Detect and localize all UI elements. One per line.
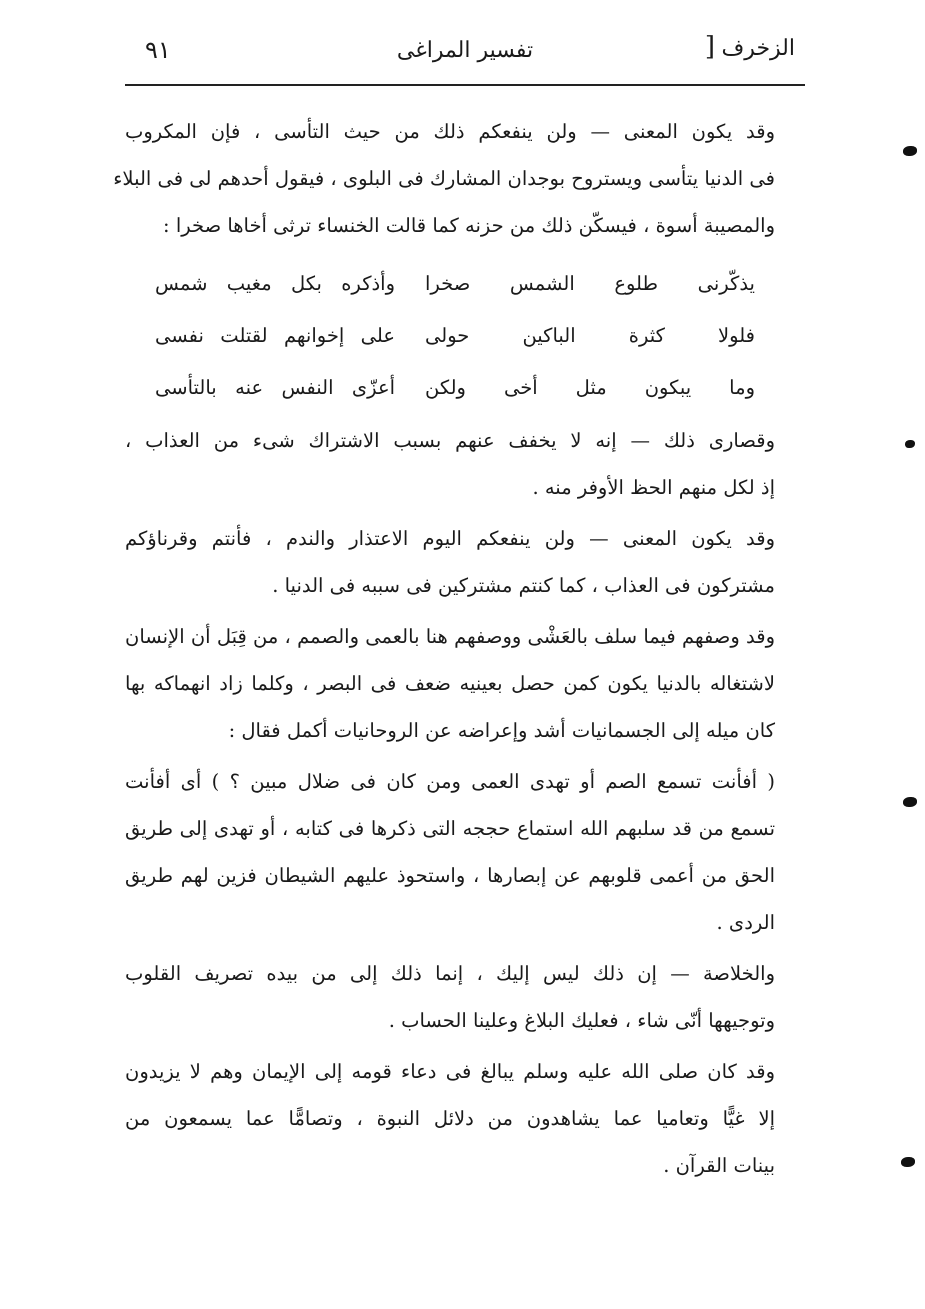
- paragraph: [113, 108, 805, 249]
- text-line: وقصارى ذلك — إنه لا يخفف عنهم بسبب الاشتراك شىء من العذاب ،: [125, 429, 775, 452]
- text-line: كان ميله إلى الجسمانيات أشد وإعراضه عن الروحانيات أكمل فقال :: [228, 719, 775, 742]
- verse-second-hemistich: على إخوانهم لقتلت نفسى: [155, 323, 395, 347]
- text-line: الردى .: [716, 911, 775, 934]
- margin-ink-mark: [905, 440, 915, 448]
- text-line: والمصيبة أسوة ، فيسكّن ذلك من حزنه كما قالت الخنساء ترثى أخاها صخرا :: [163, 214, 775, 237]
- text-line: تسمع من قد سلبهم الله استماع حججه التى ذكرها فى كتابه ، أو تهدى إلى طريق: [125, 817, 775, 840]
- paragraph: [125, 758, 805, 946]
- verse-line: [125, 361, 805, 413]
- margin-ink-mark: [901, 1157, 915, 1167]
- verse-second-hemistich: وأذكره بكل مغيب شمس: [155, 271, 395, 295]
- body-text: [113, 108, 805, 1193]
- verse-first-hemistich: يذكّرنى طلوع الشمس صخرا: [425, 271, 755, 295]
- margin-ink-mark: [903, 146, 917, 156]
- text-line: بينات القرآن .: [663, 1154, 775, 1177]
- text-line: مشتركون فى العذاب ، كما كنتم مشتركين فى سببه فى الدنيا .: [272, 574, 775, 597]
- text-line: وقد يكون المعنى — ولن ينفعكم ذلك من حيث التأسى ، فإن المكروب: [125, 120, 775, 143]
- paragraph: [125, 417, 805, 511]
- surah-name: الزخرف: [721, 36, 795, 61]
- verse-first-hemistich: فلولا كثرة الباكين حولى: [425, 323, 755, 347]
- paragraph: [125, 613, 805, 754]
- text-line: ( أفأنت تسمع الصم أو تهدى العمى ومن كان فى ضلال مبين ؟ ) أى أفأنت: [125, 770, 775, 793]
- verse-line: [125, 309, 805, 361]
- page-number: ٩١: [145, 36, 171, 64]
- book-title: تفسير المراغى: [396, 38, 534, 63]
- verse-line: [125, 257, 805, 309]
- text-line: وقد وصفهم فيما سلف بالعَشْى ووصفهم هنا بالعمى والصمم ، من قِبَل أن الإنسان: [125, 625, 775, 648]
- text-line: وقد يكون المعنى — ولن ينفعكم اليوم الاعتذار والندم ، فأنتم وقرناؤكم: [125, 527, 775, 550]
- verse-second-hemistich: أعزّى النفس عنه بالتأسى: [155, 375, 395, 399]
- verse-first-hemistich: وما يبكون مثل أخى ولكن: [425, 375, 755, 399]
- text-line: وقد كان صلى الله عليه وسلم يبالغ فى دعاء قومه إلى الإيمان وهم لا يزيدون: [125, 1060, 775, 1083]
- text-line: إذ لكل منهم الحظ الأوفر منه .: [532, 476, 775, 499]
- margin-ink-mark: [903, 797, 917, 807]
- running-header: [125, 30, 805, 80]
- poem-verses: [125, 257, 805, 413]
- text-line: وتوجيهها أنّى شاء ، فعليك البلاغ وعلينا الحساب .: [388, 1009, 775, 1032]
- text-line: فى الدنيا يتأسى ويستروح بوجدان المشارك فى البلوى ، فيقول أحدهم لى فى البلاء: [113, 167, 775, 190]
- header-rule: [125, 84, 805, 86]
- paragraph: [125, 950, 805, 1044]
- text-line: إلا غيًّا وتعاميا عما يشاهدون من دلائل النبوة ، وتصامًّا عما يسمعون من: [125, 1107, 775, 1130]
- text-line: لاشتغاله بالدنيا يكون كمن حصل بعينيه ضعف فى البصر ، وكلما زاد انهماكه بها: [125, 672, 775, 695]
- paragraph: [125, 515, 805, 609]
- text-line: الحق من أعمى قلوبهم عن إبصارها ، واستحوذ عليهم الشيطان فزين لهم طريق: [125, 864, 775, 887]
- header-bracket: ]: [704, 32, 715, 62]
- text-line: والخلاصة — إن ذلك ليس إليك ، إنما ذلك إلى من بيده تصريف القلوب: [125, 962, 775, 985]
- paragraph: [125, 1048, 805, 1189]
